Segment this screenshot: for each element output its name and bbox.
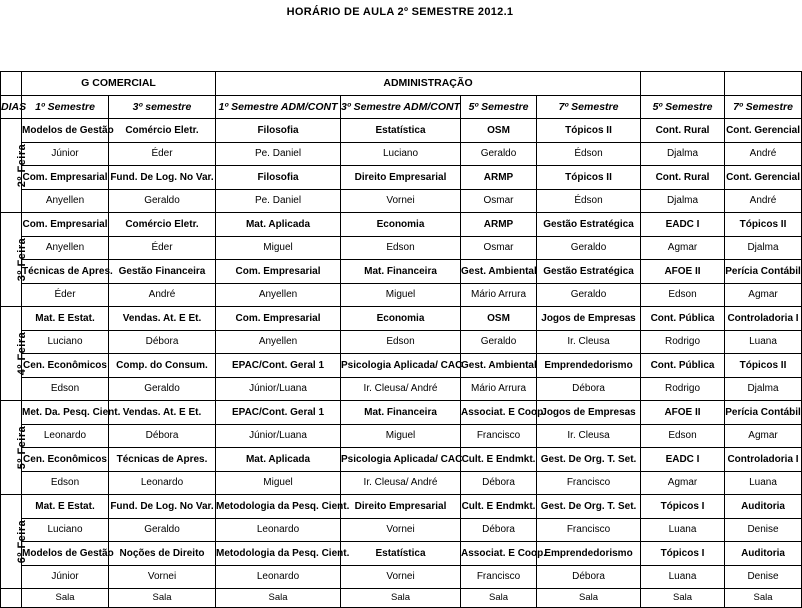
teacher-cell: Edson: [341, 331, 461, 354]
teacher-row: [1, 425, 802, 448]
teacher-cell: Agmar: [725, 284, 802, 307]
subject-cell: Filosofia: [216, 166, 341, 190]
teacher-cell: Luciano: [22, 519, 109, 542]
subject-cell: Gest. Ambiental: [461, 354, 537, 378]
subject-cell: Metodologia da Pesq. Cient.: [216, 542, 341, 566]
semester-header: 7º Semestre: [537, 96, 641, 119]
teacher-cell: Júnior/Luana: [216, 425, 341, 448]
teacher-cell: Geraldo: [461, 143, 537, 166]
teacher-cell: Éder: [22, 284, 109, 307]
teacher-cell: Agmar: [725, 425, 802, 448]
subject-cell: Cont. Gerencial: [725, 166, 802, 190]
schedule-table: [0, 71, 802, 608]
teacher-cell: Geraldo: [109, 190, 216, 213]
subject-cell: Met. Da. Pesq. Cient.: [22, 401, 109, 425]
subject-cell: Perícia Contábil: [725, 401, 802, 425]
teacher-row: [1, 519, 802, 542]
day-label-cell: [1, 495, 29, 589]
teacher-cell: Edson: [341, 237, 461, 260]
teacher-cell: Luciano: [22, 331, 109, 354]
teacher-cell: Luana: [725, 472, 802, 495]
subject-cell: Com. Empresarial: [22, 213, 109, 237]
sala-cell: Sala: [725, 589, 802, 608]
subject-row: [1, 307, 802, 331]
teacher-cell: Júnior/Luana: [216, 378, 341, 401]
subject-cell: Técnicas de Apres.: [109, 448, 216, 472]
teacher-cell: Vornei: [341, 190, 461, 213]
semester-header: 1º Semestre: [22, 96, 109, 119]
teacher-cell: Miguel: [216, 472, 341, 495]
teacher-cell: Djalma: [641, 190, 725, 213]
teacher-cell: Anyellen: [22, 237, 109, 260]
subject-cell: Comércio Eletr.: [109, 119, 216, 143]
subject-cell: Estatística: [341, 119, 461, 143]
teacher-cell: Edson: [22, 472, 109, 495]
sala-row: [1, 589, 802, 608]
group-header-row: [1, 72, 802, 96]
sala-cell: Sala: [537, 589, 641, 608]
subject-cell: Mat. E Estat.: [22, 495, 109, 519]
subject-cell: Modelos de Gestão: [22, 119, 109, 143]
teacher-cell: André: [725, 143, 802, 166]
subject-cell: Cont. Rural: [641, 166, 725, 190]
subject-cell: Fund. De Log. No Var.: [109, 495, 216, 519]
teacher-cell: Denise: [725, 566, 802, 589]
teacher-cell: Pe. Daniel: [216, 143, 341, 166]
subject-cell: Noções de Direito: [109, 542, 216, 566]
subject-cell: Gestão Estratégica: [537, 260, 641, 284]
teacher-cell: Osmar: [461, 190, 537, 213]
semester-header: 5º Semestre: [641, 96, 725, 119]
teacher-cell: Francisco: [537, 472, 641, 495]
subject-cell: Psicologia Aplicada/ CAC: [341, 354, 461, 378]
subject-cell: Cult. E Endmkt.: [461, 495, 537, 519]
subject-cell: Gestão Financeira: [109, 260, 216, 284]
subject-cell: EADC I: [641, 448, 725, 472]
semester-header: 5º Semestre: [461, 96, 537, 119]
subject-cell: Mat. Financeira: [341, 260, 461, 284]
teacher-cell: Leonardo: [216, 519, 341, 542]
teacher-cell: Luana: [641, 566, 725, 589]
subject-cell: Cult. E Endmkt.: [461, 448, 537, 472]
subject-cell: Tópicos I: [641, 495, 725, 519]
subject-cell: Gest. Ambiental: [461, 260, 537, 284]
subject-cell: Direito Empresarial: [341, 495, 461, 519]
teacher-cell: Ir. Cleusa: [537, 425, 641, 448]
subject-row: [1, 166, 802, 190]
teacher-cell: Miguel: [341, 284, 461, 307]
subject-cell: ARMP: [461, 166, 537, 190]
subject-cell: Técnicas de Apres.: [22, 260, 109, 284]
subject-cell: EADC I: [641, 213, 725, 237]
subject-cell: Associat. E Coop.: [461, 401, 537, 425]
teacher-cell: Miguel: [216, 237, 341, 260]
teacher-cell: Júnior: [22, 143, 109, 166]
teacher-cell: Edson: [22, 378, 109, 401]
teacher-cell: Geraldo: [461, 331, 537, 354]
day-label-cell: [1, 213, 29, 307]
subject-cell: Emprendedorismo: [537, 354, 641, 378]
teacher-cell: Djalma: [725, 378, 802, 401]
dias-label: DIAS: [1, 96, 22, 119]
subject-cell: Tópicos II: [725, 354, 802, 378]
subject-cell: Controladoria I: [725, 307, 802, 331]
teacher-cell: Vornei: [341, 566, 461, 589]
subject-cell: Cen. Econômicos: [22, 354, 109, 378]
subject-row: [1, 119, 802, 143]
teacher-cell: Edson: [641, 284, 725, 307]
teacher-cell: Anyellen: [216, 331, 341, 354]
sala-cell: Sala: [216, 589, 341, 608]
teacher-cell: Vornei: [341, 519, 461, 542]
teacher-cell: Pe. Daniel: [216, 190, 341, 213]
teacher-cell: Rodrigo: [641, 331, 725, 354]
teacher-cell: Débora: [461, 472, 537, 495]
teacher-row: [1, 143, 802, 166]
subject-cell: Economia: [341, 213, 461, 237]
semester-header: 7º Semestre: [725, 96, 802, 119]
semester-header: 3º semestre: [109, 96, 216, 119]
semester-header-row: [1, 96, 802, 119]
teacher-row: [1, 331, 802, 354]
teacher-row: [1, 566, 802, 589]
group-header-g-comercial: G COMERCIAL: [22, 72, 216, 96]
subject-cell: Vendas. At. E Et.: [109, 307, 216, 331]
subject-cell: Auditoria: [725, 542, 802, 566]
semester-header: 3º Semestre ADM/CONT: [341, 96, 461, 119]
day-label-cell: [1, 401, 29, 495]
teacher-cell: Leonardo: [216, 566, 341, 589]
subject-cell: Jogos de Empresas: [537, 401, 641, 425]
day-label: 2º Feira: [16, 143, 29, 188]
teacher-cell: Édson: [537, 143, 641, 166]
subject-cell: Gest. De Org. T. Set.: [537, 495, 641, 519]
subject-cell: Associat. E Coop.: [461, 542, 537, 566]
subject-cell: Tópicos II: [537, 166, 641, 190]
subject-cell: ARMP: [461, 213, 537, 237]
semester-header: 1º Semestre ADM/CONT: [216, 96, 341, 119]
subject-cell: OSM: [461, 119, 537, 143]
teacher-cell: Francisco: [461, 566, 537, 589]
subject-cell: Auditoria: [725, 495, 802, 519]
teacher-cell: Leonardo: [109, 472, 216, 495]
subject-cell: Mat. Aplicada: [216, 448, 341, 472]
subject-cell: Mat. Aplicada: [216, 213, 341, 237]
teacher-cell: Anyellen: [22, 190, 109, 213]
subject-cell: Tópicos II: [537, 119, 641, 143]
teacher-cell: Miguel: [341, 425, 461, 448]
teacher-cell: André: [725, 190, 802, 213]
subject-cell: Filosofia: [216, 119, 341, 143]
teacher-row: [1, 472, 802, 495]
subject-cell: Gestão Estratégica: [537, 213, 641, 237]
teacher-cell: Geraldo: [109, 519, 216, 542]
teacher-cell: Débora: [537, 566, 641, 589]
subject-cell: Modelos de Gestão: [22, 542, 109, 566]
teacher-cell: Osmar: [461, 237, 537, 260]
group-header-blank: [725, 72, 802, 96]
subject-cell: Jogos de Empresas: [537, 307, 641, 331]
teacher-cell: Ir. Cleusa/ André: [341, 378, 461, 401]
subject-cell: Controladoria I: [725, 448, 802, 472]
subject-cell: AFOE II: [641, 260, 725, 284]
sala-corner: [1, 589, 22, 608]
teacher-cell: Geraldo: [537, 284, 641, 307]
subject-cell: Direito Empresarial: [341, 166, 461, 190]
teacher-cell: Débora: [461, 519, 537, 542]
subject-cell: Gest. De Org. T. Set.: [537, 448, 641, 472]
subject-cell: Com. Empresarial: [216, 260, 341, 284]
teacher-cell: Débora: [109, 331, 216, 354]
subject-cell: Tópicos II: [725, 213, 802, 237]
subject-cell: EPAC/Cont. Geral 1: [216, 401, 341, 425]
subject-cell: Economia: [341, 307, 461, 331]
subject-cell: Estatística: [341, 542, 461, 566]
subject-cell: Cont. Rural: [641, 119, 725, 143]
group-header-administracao: ADMINISTRAÇÃO: [216, 72, 641, 96]
subject-cell: Fund. De Log. No Var.: [109, 166, 216, 190]
subject-row: [1, 213, 802, 237]
teacher-cell: Djalma: [641, 143, 725, 166]
teacher-row: [1, 284, 802, 307]
teacher-row: [1, 378, 802, 401]
page-title: HORÁRIO DE AULA 2º SEMESTRE 2012.1: [286, 6, 514, 18]
subject-cell: Com. Empresarial: [22, 166, 109, 190]
teacher-cell: Djalma: [725, 237, 802, 260]
day-label-cell: [1, 119, 29, 213]
subject-cell: Cont. Gerencial: [725, 119, 802, 143]
teacher-cell: Luana: [725, 331, 802, 354]
teacher-cell: Francisco: [537, 519, 641, 542]
teacher-cell: Débora: [109, 425, 216, 448]
subject-cell: Cen. Econômicos: [22, 448, 109, 472]
teacher-cell: Júnior: [22, 566, 109, 589]
subject-cell: Cont. Pública: [641, 354, 725, 378]
teacher-cell: Luana: [641, 519, 725, 542]
teacher-cell: Ir. Cleusa: [537, 331, 641, 354]
subject-cell: Psicologia Aplicada/ CAC: [341, 448, 461, 472]
teacher-cell: Vornei: [109, 566, 216, 589]
subject-cell: Metodologia da Pesq. Cient.: [216, 495, 341, 519]
subject-row: [1, 495, 802, 519]
teacher-cell: Leonardo: [22, 425, 109, 448]
teacher-cell: André: [109, 284, 216, 307]
subject-row: [1, 354, 802, 378]
sala-cell: Sala: [341, 589, 461, 608]
teacher-row: [1, 237, 802, 260]
subject-cell: Comércio Eletr.: [109, 213, 216, 237]
teacher-cell: Francisco: [461, 425, 537, 448]
teacher-cell: Débora: [537, 378, 641, 401]
teacher-cell: Agmar: [641, 237, 725, 260]
subject-cell: Cont. Pública: [641, 307, 725, 331]
day-label: 6º Feira: [16, 519, 29, 564]
teacher-cell: Geraldo: [109, 378, 216, 401]
teacher-cell: Denise: [725, 519, 802, 542]
teacher-cell: Geraldo: [537, 237, 641, 260]
teacher-cell: Luciano: [341, 143, 461, 166]
subject-cell: EPAC/Cont. Geral 1: [216, 354, 341, 378]
subject-row: [1, 260, 802, 284]
subject-row: [1, 542, 802, 566]
teacher-cell: Rodrigo: [641, 378, 725, 401]
day-label: 5º Feira: [16, 425, 29, 470]
subject-cell: Emprendedorismo: [537, 542, 641, 566]
teacher-cell: Edson: [641, 425, 725, 448]
subject-cell: OSM: [461, 307, 537, 331]
subject-row: [1, 401, 802, 425]
day-label: 4º Feira: [16, 331, 29, 376]
subject-cell: Vendas. At. E Et.: [109, 401, 216, 425]
teacher-cell: Ir. Cleusa/ André: [341, 472, 461, 495]
teacher-row: [1, 190, 802, 213]
subject-row: [1, 448, 802, 472]
sala-cell: Sala: [461, 589, 537, 608]
subject-cell: Tópicos I: [641, 542, 725, 566]
subject-cell: Mat. E Estat.: [22, 307, 109, 331]
sala-cell: Sala: [641, 589, 725, 608]
sala-cell: Sala: [109, 589, 216, 608]
subject-cell: AFOE II: [641, 401, 725, 425]
subject-cell: Perícia Contábil: [725, 260, 802, 284]
teacher-cell: Mário Arrura: [461, 378, 537, 401]
teacher-cell: Éder: [109, 143, 216, 166]
day-label: 3º Feira: [16, 237, 29, 282]
teacher-cell: Anyellen: [216, 284, 341, 307]
teacher-cell: Éder: [109, 237, 216, 260]
subject-cell: Comp. do Consum.: [109, 354, 216, 378]
corner-cell: [1, 72, 22, 96]
sala-cell: Sala: [22, 589, 109, 608]
teacher-cell: Mário Arrura: [461, 284, 537, 307]
teacher-cell: Édson: [537, 190, 641, 213]
group-header-blank: [641, 72, 725, 96]
subject-cell: Com. Empresarial: [216, 307, 341, 331]
teacher-cell: Agmar: [641, 472, 725, 495]
day-label-cell: [1, 307, 29, 401]
subject-cell: Mat. Financeira: [341, 401, 461, 425]
